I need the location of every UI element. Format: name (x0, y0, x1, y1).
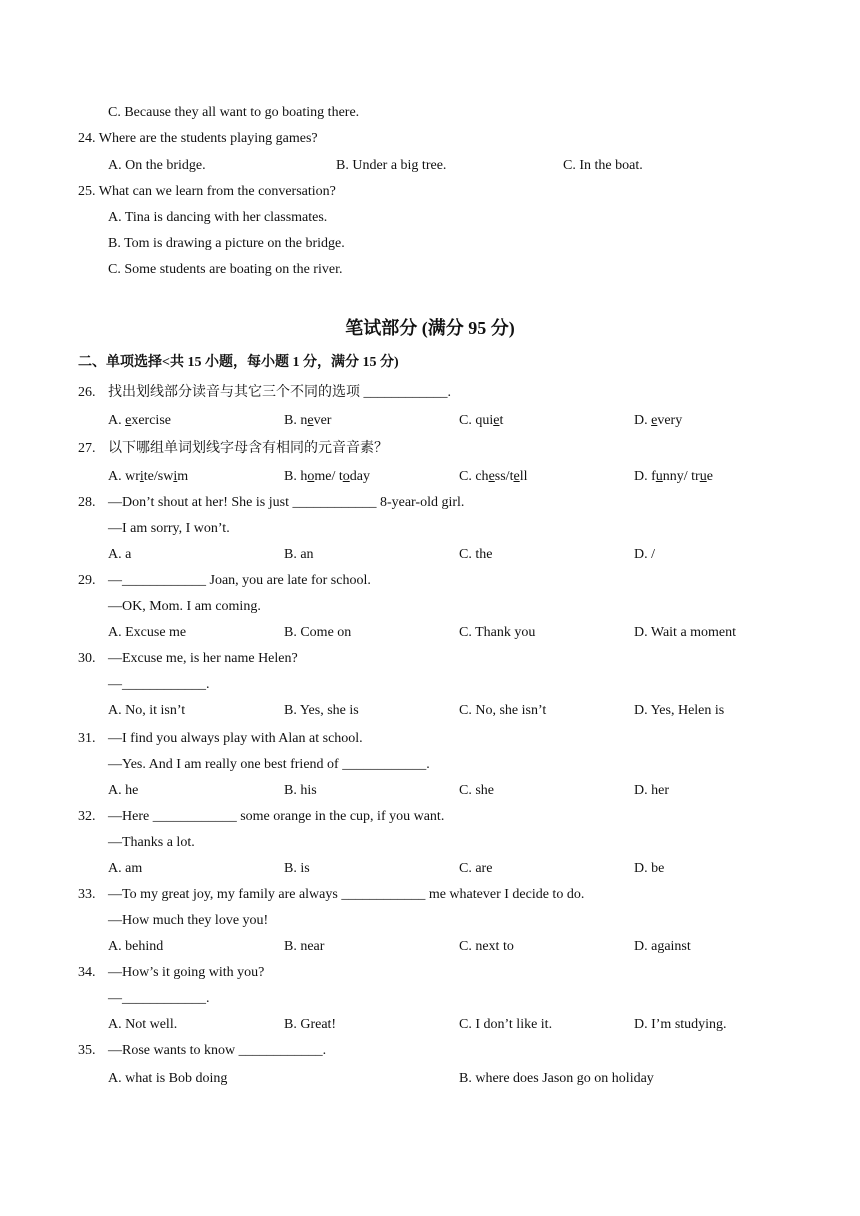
q30-option-d: D. Yes, Helen is (634, 703, 725, 718)
q31-line-2: —Yes. And I am really one best friend of ____________. (108, 757, 430, 772)
q35-option-a: A. what is Bob doing (108, 1071, 228, 1086)
q27-number: 27. (78, 441, 96, 456)
q27-line-1: 以下哪组单词划线字母含有相同的元音音素？ (108, 441, 388, 456)
q27-option-d: D. funny/ true (634, 469, 713, 484)
q30-number: 30. (78, 651, 96, 666)
q34-option-d: D. I’m studying. (634, 1017, 727, 1032)
q27-option-b: B. home/ today (284, 469, 370, 484)
q33-option-c: C. next to (459, 939, 514, 954)
q24-option-c: C. In the boat. (563, 158, 643, 173)
q29-option-d: D. Wait a moment (634, 625, 737, 640)
q24-option-b: B. Under a big tree. (336, 158, 447, 173)
q28-option-d: D. / (634, 547, 655, 562)
q31-option-d: D. her (634, 783, 669, 798)
q34-line-2: —____________. (108, 991, 210, 1006)
q28-option-a: A. a (108, 547, 132, 562)
q27-option-c: C. chess/tell (459, 469, 528, 484)
q31-option-b: B. his (284, 783, 317, 798)
q26-line-1: 找出划线部分读音与其它三个不同的选项 ____________. (108, 385, 451, 400)
q26-option-c: C. quiet (459, 413, 504, 428)
q26-option-d: D. every (634, 413, 683, 428)
q31-number: 31. (78, 731, 96, 746)
q30-option-a: A. No, it isn’t (108, 703, 186, 718)
q28-line-1: —Don’t shout at her! She is just ____________ 8-year-old girl. (108, 495, 465, 510)
q33-option-b: B. near (284, 939, 325, 954)
q32-option-b: B. is (284, 861, 310, 876)
q34-option-b: B. Great! (284, 1017, 337, 1032)
q30-line-2: —____________. (108, 677, 210, 692)
q31-option-c: C. she (459, 783, 494, 798)
q26-option-b: B. never (284, 413, 332, 428)
q34-option-a: A. Not well. (108, 1017, 178, 1032)
q32-option-c: C. are (459, 861, 493, 876)
q25-option-a: A. Tina is dancing with her classmates. (108, 210, 328, 225)
q33-option-d: D. against (634, 939, 691, 954)
q32-line-2: —Thanks a lot. (108, 835, 195, 850)
q24-stem: 24. Where are the students playing games? (78, 131, 318, 146)
q33-line-2: —How much they love you! (108, 913, 269, 928)
q32-option-a: A. am (108, 861, 143, 876)
q35-line-1: —Rose wants to know ____________. (108, 1043, 327, 1058)
q33-number: 33. (78, 887, 96, 902)
q29-option-c: C. Thank you (459, 625, 536, 640)
q32-number: 32. (78, 809, 96, 824)
q33-line-1: —To my great joy, my family are always ____________ me whatever I decide to do. (108, 887, 585, 902)
q30-line-1: —Excuse me, is her name Helen? (108, 651, 298, 666)
q26-option-a: A. exercise (108, 413, 171, 428)
q26-number: 26. (78, 385, 96, 400)
q24-option-a: A. On the bridge. (108, 158, 206, 173)
section-2-heading: 二、单项选择<共 15 小题，每小题 1 分，满分 15 分) (78, 355, 399, 370)
q34-line-1: —How’s it going with you? (108, 965, 265, 980)
q28-line-2: —I am sorry, I won’t. (108, 521, 230, 536)
q33-option-a: A. behind (108, 939, 164, 954)
q28-option-b: B. an (284, 547, 314, 562)
q35-number: 35. (78, 1043, 96, 1058)
q31-line-1: —I find you always play with Alan at school. (108, 731, 363, 746)
q25-stem: 25. What can we learn from the conversation? (78, 184, 336, 199)
q35-option-b: B. where does Jason go on holiday (459, 1071, 654, 1086)
q25-option-b: B. Tom is drawing a picture on the bridge. (108, 236, 345, 251)
q23-option-c: C. Because they all want to go boating there. (108, 105, 360, 120)
q29-option-b: B. Come on (284, 625, 352, 640)
q29-option-a: A. Excuse me (108, 625, 187, 640)
q34-option-c: C. I don’t like it. (459, 1017, 553, 1032)
q29-line-1: —____________ Joan, you are late for school. (108, 573, 371, 588)
q29-number: 29. (78, 573, 96, 588)
q27-option-a: A. write/swim (108, 469, 189, 484)
q29-line-2: —OK, Mom. I am coming. (108, 599, 261, 614)
q30-option-c: C. No, she isn’t (459, 703, 547, 718)
q25-option-c: C. Some students are boating on the river. (108, 262, 343, 277)
q31-option-a: A. he (108, 783, 139, 798)
q34-number: 34. (78, 965, 96, 980)
q32-option-d: D. be (634, 861, 665, 876)
q28-number: 28. (78, 495, 96, 510)
written-section-title: 笔试部分 (满分 95 分) (345, 318, 515, 338)
q28-option-c: C. the (459, 547, 493, 562)
q32-line-1: —Here ____________ some orange in the cup, if you want. (108, 809, 445, 824)
q30-option-b: B. Yes, she is (284, 703, 359, 718)
